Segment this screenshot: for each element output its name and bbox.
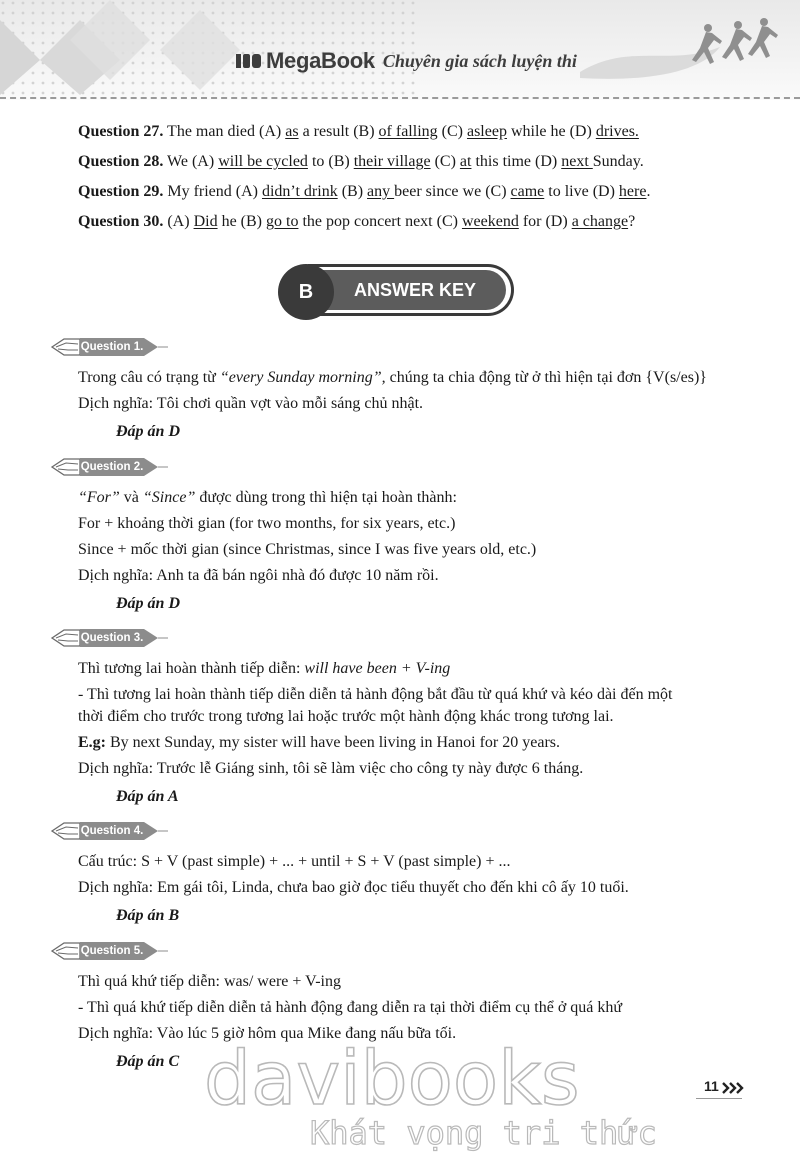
answer-key: Đáp án D (116, 423, 181, 440)
answer-key: Đáp án A (116, 788, 179, 805)
explanation-text: Dịch nghĩa: Vào lúc 5 giờ hôm qua Mike đang nấu bữa tối. (78, 1025, 457, 1042)
explanation-text: Trong câu có trạng từ (78, 369, 220, 386)
question-text: the pop concert next (C) (298, 213, 462, 230)
explanation-text: Dịch nghĩa: Trước lễ Giáng sinh, tôi sẽ làm việc cho công ty này được 6 tháng. (78, 760, 584, 777)
explanation-text: For + khoảng thời gian (for two months, for six years, etc.) (78, 515, 456, 532)
explanation-line (78, 878, 629, 898)
explanation-line (78, 566, 439, 586)
question-text: Sunday. (592, 153, 644, 170)
question-text: (B) (337, 183, 368, 200)
explanation-text: thời điểm cho trước trong tương lai hoặc trước một hành động khác trong tương lai. (78, 708, 614, 725)
question-text: . (646, 183, 651, 200)
answer-question-label: Question 3. (80, 629, 144, 647)
explanation-text: Dịch nghĩa: Em gái tôi, Linda, chưa bao giờ đọc tiểu thuyết cho đến khi cô ấy 10 tuổi. (78, 879, 629, 896)
answer-key: Đáp án C (116, 1053, 180, 1070)
answer-question-tag (50, 456, 176, 478)
answer-question-tag (50, 940, 176, 962)
answer-question-label: Question 1. (80, 338, 144, 356)
brand (236, 44, 577, 78)
megabook-logo-icon (236, 51, 262, 71)
explanation-line (78, 368, 707, 388)
explanation-line (78, 488, 457, 508)
header-divider (0, 97, 800, 99)
question-text: My friend (A) (163, 183, 262, 200)
answer-question-tag (50, 820, 176, 842)
answer-key: Đáp án B (116, 907, 180, 924)
explanation-line (78, 759, 583, 779)
question-text: for (D) (518, 213, 572, 230)
watermark-title: davibooks (204, 1036, 580, 1122)
underlined-option: a change (571, 213, 629, 230)
question-line (78, 122, 639, 142)
question-number: Question 27. (78, 123, 164, 140)
page-header (0, 0, 800, 100)
explanation-line (78, 514, 455, 534)
answer-question-tag (50, 627, 176, 649)
underlined-option: Did (193, 213, 218, 230)
explanation-line (78, 707, 614, 727)
answer-question-tag (50, 336, 176, 358)
underlined-option: drives. (595, 123, 639, 140)
answer-question-label: Question 2. (80, 458, 144, 476)
question-number: Question 28. (78, 153, 164, 170)
davibooks-watermark (198, 1032, 657, 1152)
question-text: he (B) (217, 213, 266, 230)
question-text: (C) (437, 123, 467, 140)
runners-illustration-icon (580, 12, 780, 92)
underlined-option: their village (353, 153, 431, 170)
italic-term: “Since” (142, 489, 196, 506)
question-line (78, 182, 650, 202)
explanation-line (78, 685, 673, 705)
section-badge (276, 260, 516, 320)
italic-term: “every Sunday morning”, (219, 369, 386, 386)
question-text: We (A) (163, 153, 219, 170)
explanation-text: Dịch nghĩa: Tôi chơi quần vợt vào mỗi sáng chủ nhật. (78, 395, 424, 412)
explanation-line (78, 394, 423, 414)
explanation-text: - Thì quá khứ tiếp diễn diễn tả hành động đang diễn ra tại thời điểm cụ thể ở quá khứ (78, 999, 623, 1016)
explanation-line (78, 998, 622, 1018)
explanation-text: được dùng trong thì hiện tại hoàn thành: (195, 489, 457, 506)
question-text: this time (D) (471, 153, 562, 170)
explanation-text: Thì quá khứ tiếp diễn: was/ were + V-ing (78, 973, 341, 990)
question-text: a result (B) (298, 123, 379, 140)
explanation-line (78, 733, 560, 753)
question-line (78, 152, 644, 172)
question-text: while he (D) (506, 123, 596, 140)
explanation-text: By next Sunday, my sister will have been living in Hanoi for 20 years. (106, 734, 560, 751)
underlined-option: asleep (466, 123, 507, 140)
underlined-option: came (510, 183, 545, 200)
underlined-option: at (459, 153, 472, 170)
question-text: to (B) (307, 153, 354, 170)
question-number: Question 29. (78, 183, 164, 200)
question-number: Question 30. (78, 213, 164, 230)
explanation-line (78, 972, 341, 992)
italic-term: “For” (78, 489, 120, 506)
question-text: beer since we (C) (394, 183, 511, 200)
underlined-option: here (618, 183, 647, 200)
underlined-option: weekend (461, 213, 519, 230)
answer-question-label: Question 4. (80, 822, 144, 840)
section-title: ANSWER KEY (310, 270, 506, 310)
brand-tagline: Chuyên gia sách luyện thi (382, 50, 577, 71)
explanation-text: Thì tương lai hoàn thành tiếp diễn: (78, 660, 305, 677)
question-text: to live (D) (544, 183, 619, 200)
section-letter: B (278, 264, 334, 320)
answer-key: Đáp án D (116, 595, 181, 612)
explanation-text: E.g: (78, 734, 106, 751)
underlined-option: of falling (378, 123, 438, 140)
watermark-slogan: Khát vọng tri thức (310, 1114, 657, 1152)
explanation-line (78, 659, 450, 679)
question-text: ? (628, 213, 636, 230)
explanation-text: Dịch nghĩa: Anh ta đã bán ngôi nhà đó được 10 năm rồi. (78, 567, 439, 584)
explanation-line (78, 852, 511, 872)
next-arrows-icon (722, 1082, 744, 1094)
question-line (78, 212, 635, 232)
explanation-line (78, 540, 536, 560)
answer-question-label: Question 5. (80, 942, 144, 960)
question-text: (C) (430, 153, 460, 170)
brand-name: MegaBook (266, 48, 375, 73)
underlined-option: any (367, 183, 395, 200)
underlined-option: as (285, 123, 299, 140)
question-text: (A) (163, 213, 194, 230)
explanation-text: Since + mốc thời gian (since Christmas, since I was five years old, etc.) (78, 541, 537, 558)
page-number-rule (696, 1098, 742, 1099)
page-number: 11 (704, 1078, 719, 1094)
explanation-text: Cấu trúc: S + V (past simple) + ... + until + S + V (past simple) + ... (78, 853, 511, 870)
underlined-option: go to (266, 213, 299, 230)
question-text: The man died (A) (163, 123, 286, 140)
explanation-text: chúng ta chia động từ ở thì hiện tại đơn {V(s/es)} (385, 369, 707, 386)
italic-term: will have been + V-ing (304, 660, 451, 677)
underlined-option: next (561, 153, 593, 170)
explanation-text: và (119, 489, 143, 506)
explanation-text: - Thì tương lai hoàn thành tiếp diễn diễn tả hành động bắt đầu từ quá khứ và kéo dài đến một (78, 686, 673, 703)
underlined-option: didn’t drink (261, 183, 338, 200)
underlined-option: will be cycled (218, 153, 308, 170)
